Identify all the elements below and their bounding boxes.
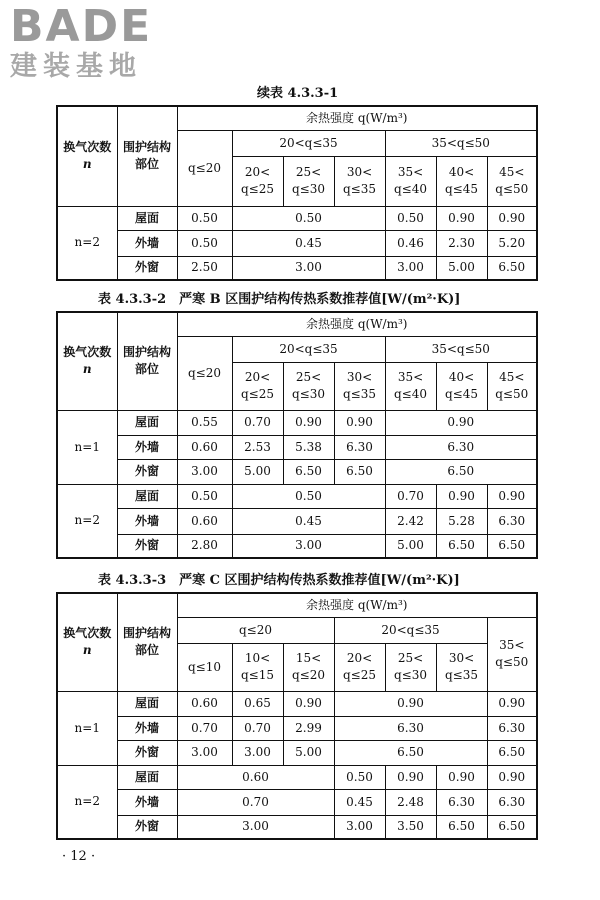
value-cell: 0.50 bbox=[177, 484, 232, 508]
value-cell: 2.99 bbox=[283, 716, 334, 740]
value-cell: 6.50 bbox=[334, 740, 487, 765]
value-cell: 0.50 bbox=[232, 206, 385, 230]
part-label: 屋面 bbox=[117, 484, 177, 508]
value-cell: 0.90 bbox=[487, 206, 537, 230]
value-cell: 0.65 bbox=[232, 691, 283, 716]
part-label: 屋面 bbox=[117, 765, 177, 789]
value-cell: 5.00 bbox=[232, 459, 283, 484]
sub-header: 25< q≤30 bbox=[283, 156, 334, 206]
value-cell: 0.45 bbox=[232, 230, 385, 256]
value-cell: 0.90 bbox=[334, 410, 385, 435]
value-cell: 0.60 bbox=[177, 691, 232, 716]
value-cell: 0.70 bbox=[385, 484, 436, 508]
value-cell: 0.46 bbox=[385, 230, 436, 256]
n-value: n=2 bbox=[57, 484, 117, 558]
part-label: 屋面 bbox=[117, 410, 177, 435]
value-cell: 3.00 bbox=[334, 815, 385, 839]
value-cell: 0.90 bbox=[436, 765, 487, 789]
value-cell: 6.30 bbox=[487, 716, 537, 740]
value-cell: 5.20 bbox=[487, 230, 537, 256]
n-value: n=2 bbox=[57, 206, 117, 280]
value-cell: 0.90 bbox=[283, 410, 334, 435]
group3-header: 35< q≤50 bbox=[487, 617, 537, 691]
value-cell: 0.90 bbox=[436, 484, 487, 508]
value-cell: 6.50 bbox=[487, 534, 537, 558]
value-cell: 6.50 bbox=[436, 815, 487, 839]
envelope-part-header: 围护结构 部位 bbox=[117, 106, 177, 206]
heat-intensity-header: 余热强度 q(W/m³) bbox=[177, 593, 537, 617]
n-value: n=1 bbox=[57, 410, 117, 484]
heat-intensity-header: 余热强度 q(W/m³) bbox=[177, 106, 537, 130]
sub-header: 30< q≤35 bbox=[334, 156, 385, 206]
table3-caption: 表 4.3.3-3 严寒 C 区围护结构传热系数推荐值[W/(m²·K)] bbox=[98, 573, 460, 588]
value-cell: 0.90 bbox=[487, 765, 537, 789]
value-cell: 0.70 bbox=[177, 716, 232, 740]
part-label: 外墙 bbox=[117, 230, 177, 256]
value-cell: 6.30 bbox=[334, 716, 487, 740]
value-cell: 0.50 bbox=[334, 765, 385, 789]
value-cell: 5.28 bbox=[436, 508, 487, 534]
value-cell: 0.45 bbox=[232, 508, 385, 534]
envelope-part-header: 围护结构 部位 bbox=[117, 312, 177, 410]
value-cell: 3.50 bbox=[385, 815, 436, 839]
part-label: 外窗 bbox=[117, 256, 177, 280]
logo-sub: 建装基地 bbox=[10, 51, 142, 82]
logo-brand: BADE bbox=[10, 1, 153, 52]
value-cell: 5.38 bbox=[283, 435, 334, 459]
part-label: 外墙 bbox=[117, 508, 177, 534]
value-cell: 0.50 bbox=[385, 206, 436, 230]
sub-header: 20< q≤25 bbox=[334, 643, 385, 691]
value-cell: 6.50 bbox=[436, 534, 487, 558]
group2-header: 20<q≤35 bbox=[232, 336, 385, 362]
sub-header: 45< q≤50 bbox=[487, 156, 537, 206]
group2-header: 20<q≤35 bbox=[232, 130, 385, 156]
sub-header: 35< q≤40 bbox=[385, 156, 436, 206]
value-cell: 0.70 bbox=[177, 789, 334, 815]
sub-header: 20< q≤25 bbox=[232, 156, 283, 206]
bade-logo bbox=[10, 1, 180, 82]
sub-header: 35< q≤40 bbox=[385, 362, 436, 410]
heat-intensity-header: 余热强度 q(W/m³) bbox=[177, 312, 537, 336]
value-cell: 6.30 bbox=[334, 435, 385, 459]
sub-header: 15< q≤20 bbox=[283, 643, 334, 691]
value-cell: 3.00 bbox=[232, 256, 385, 280]
part-label: 外墙 bbox=[117, 435, 177, 459]
value-cell: 3.00 bbox=[177, 815, 334, 839]
part-label: 外窗 bbox=[117, 534, 177, 558]
sub-header: 30< q≤35 bbox=[334, 362, 385, 410]
value-cell: 0.90 bbox=[334, 691, 487, 716]
group1-header: q≤20 bbox=[177, 617, 334, 643]
value-cell: 6.30 bbox=[487, 508, 537, 534]
value-cell: 0.90 bbox=[283, 691, 334, 716]
air-change-header: 换气次数 n bbox=[57, 312, 117, 410]
group2-header: 20<q≤35 bbox=[334, 617, 487, 643]
sub-header: 25< q≤30 bbox=[385, 643, 436, 691]
part-label: 屋面 bbox=[117, 206, 177, 230]
air-change-header: 换气次数 n bbox=[57, 106, 117, 206]
table2-caption: 表 4.3.3-2 严寒 B 区围护结构传热系数推荐值[W/(m²·K)] bbox=[98, 292, 461, 307]
n-value: n=1 bbox=[57, 691, 117, 765]
value-cell: 2.48 bbox=[385, 789, 436, 815]
part-label: 外窗 bbox=[117, 740, 177, 765]
value-cell: 0.45 bbox=[334, 789, 385, 815]
sub-header: 45< q≤50 bbox=[487, 362, 537, 410]
value-cell: 2.80 bbox=[177, 534, 232, 558]
n-value: n=2 bbox=[57, 765, 117, 839]
value-cell: 0.60 bbox=[177, 508, 232, 534]
value-cell: 3.00 bbox=[177, 740, 232, 765]
table3 bbox=[56, 592, 538, 840]
value-cell: 6.30 bbox=[385, 435, 537, 459]
part-label: 外窗 bbox=[117, 459, 177, 484]
part-label: 外墙 bbox=[117, 716, 177, 740]
group3-header: 35<q≤50 bbox=[385, 336, 537, 362]
value-cell: 0.50 bbox=[177, 230, 232, 256]
value-cell: 6.50 bbox=[283, 459, 334, 484]
value-cell: 5.00 bbox=[283, 740, 334, 765]
value-cell: 6.50 bbox=[385, 459, 537, 484]
part-label: 屋面 bbox=[117, 691, 177, 716]
value-cell: 0.90 bbox=[385, 410, 537, 435]
value-cell: 6.50 bbox=[487, 256, 537, 280]
sub-header: 40< q≤45 bbox=[436, 156, 487, 206]
envelope-part-header: 围护结构 部位 bbox=[117, 593, 177, 691]
group1-header: q≤20 bbox=[177, 336, 232, 410]
sub-header: 25< q≤30 bbox=[283, 362, 334, 410]
sub-header: 40< q≤45 bbox=[436, 362, 487, 410]
sub-header: 20< q≤25 bbox=[232, 362, 283, 410]
table1 bbox=[56, 105, 538, 281]
value-cell: 0.90 bbox=[487, 691, 537, 716]
value-cell: 0.90 bbox=[436, 206, 487, 230]
air-change-header: 换气次数 n bbox=[57, 593, 117, 691]
value-cell: 0.50 bbox=[177, 206, 232, 230]
page-number: · 12 · bbox=[62, 849, 96, 864]
sub-header: 30< q≤35 bbox=[436, 643, 487, 691]
value-cell: 0.60 bbox=[177, 435, 232, 459]
value-cell: 0.90 bbox=[487, 484, 537, 508]
value-cell: 0.55 bbox=[177, 410, 232, 435]
value-cell: 6.30 bbox=[436, 789, 487, 815]
value-cell: 2.30 bbox=[436, 230, 487, 256]
group3-header: 35<q≤50 bbox=[385, 130, 537, 156]
value-cell: 3.00 bbox=[385, 256, 436, 280]
value-cell: 6.30 bbox=[487, 789, 537, 815]
table1-caption: 续表 4.3.3-1 bbox=[257, 86, 339, 101]
value-cell: 2.50 bbox=[177, 256, 232, 280]
value-cell: 6.50 bbox=[334, 459, 385, 484]
sub-header: 10< q≤15 bbox=[232, 643, 283, 691]
group1-header: q≤20 bbox=[177, 130, 232, 206]
value-cell: 3.00 bbox=[177, 459, 232, 484]
sub-header: q≤10 bbox=[177, 643, 232, 691]
table2 bbox=[56, 311, 538, 559]
value-cell: 5.00 bbox=[385, 534, 436, 558]
value-cell: 0.70 bbox=[232, 410, 283, 435]
part-label: 外窗 bbox=[117, 815, 177, 839]
value-cell: 0.90 bbox=[385, 765, 436, 789]
value-cell: 0.50 bbox=[232, 484, 385, 508]
value-cell: 0.70 bbox=[232, 716, 283, 740]
value-cell: 2.42 bbox=[385, 508, 436, 534]
value-cell: 5.00 bbox=[436, 256, 487, 280]
part-label: 外墙 bbox=[117, 789, 177, 815]
value-cell: 0.60 bbox=[177, 765, 334, 789]
value-cell: 6.50 bbox=[487, 740, 537, 765]
value-cell: 3.00 bbox=[232, 740, 283, 765]
value-cell: 2.53 bbox=[232, 435, 283, 459]
value-cell: 3.00 bbox=[232, 534, 385, 558]
value-cell: 6.50 bbox=[487, 815, 537, 839]
